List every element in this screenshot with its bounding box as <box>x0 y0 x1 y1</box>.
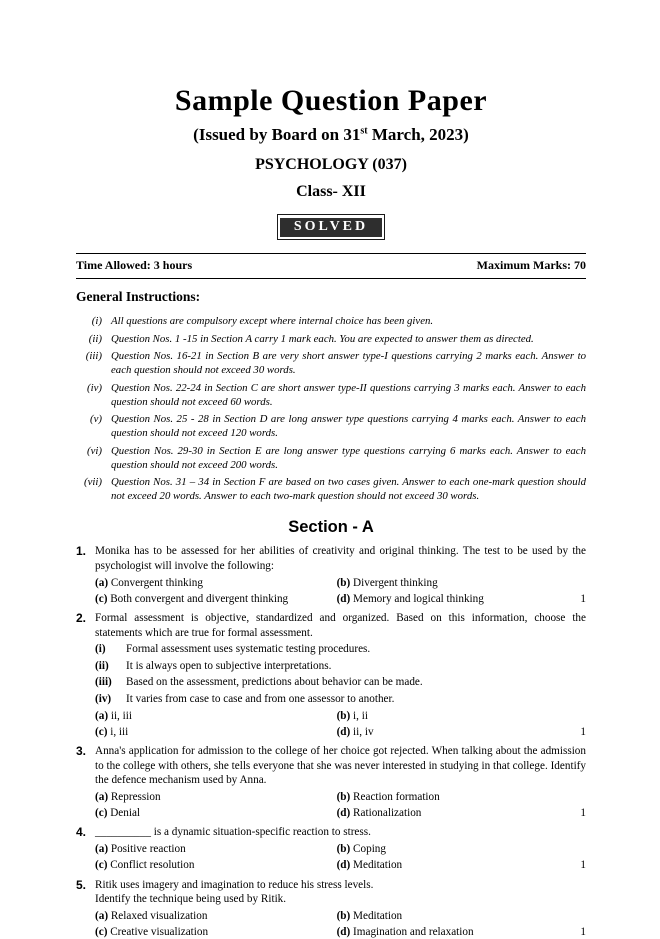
class-line: Class- XII <box>296 183 366 200</box>
instruction-item <box>76 381 586 409</box>
question-text: Formal assessment is objective, standardized and organized. Based on this information, choose the statements which are true for formal assessment. <box>95 612 586 639</box>
option-a: (a) ii, iii <box>95 709 132 722</box>
marks-value: 1 <box>580 725 586 738</box>
options <box>95 790 586 821</box>
instruction-text: Question Nos. 1 -15 in Section A carry 1 mark each. You are expected to answer them as directed. <box>111 332 534 345</box>
option-d: (d) Imagination and relaxation <box>336 925 474 938</box>
instruction-text: Question Nos. 25 - 28 in Section D are long answer type questions carrying 4 marks each. Answer to each question should not exceed 120 words. <box>111 413 586 440</box>
option-b: (b) Meditation <box>336 909 403 922</box>
option-b: (b) Divergent thinking <box>336 576 438 589</box>
instruction-number: (iv) <box>87 381 102 394</box>
option-b: (b) Coping <box>336 843 386 855</box>
statement-iv: (iv) It varies from case to case and from one assessor to another. <box>95 692 395 705</box>
maximum-marks: Maximum Marks: 70 <box>476 258 586 272</box>
time-allowed: Time Allowed: 3 hours <box>76 258 193 272</box>
options <box>95 576 586 607</box>
instruction-item <box>76 475 586 503</box>
question-text-line2: Identify the technique being used by Ritik. <box>95 893 287 906</box>
instruction-number: (iii) <box>85 350 102 363</box>
instruction-item <box>76 314 586 328</box>
option-c: (c) Conflict resolution <box>95 859 195 872</box>
instruction-number: (vii) <box>84 476 102 489</box>
statement-ii: (ii) It is always open to subjective interpretations. <box>95 659 332 672</box>
instruction-item <box>76 349 586 377</box>
option-c: (c) Denial <box>95 806 141 819</box>
instruction-item <box>76 332 586 346</box>
instruction-text: All questions are compulsory except where internal choice has been given. <box>111 315 434 327</box>
option-b: (b) i, ii <box>336 709 368 722</box>
section-a-heading: Section - A <box>288 518 374 537</box>
subject-line: PSYCHOLOGY (037) <box>255 156 407 173</box>
instruction-text: Question Nos. 29-30 in Section E are long answer type questions carrying 6 marks each. Answer to each question should not exceed 200 words. <box>111 444 586 471</box>
question-text: Ritik uses imagery and imagination to reduce his stress levels. <box>95 878 374 891</box>
question-1 <box>76 544 586 606</box>
option-a: (a) Relaxed visualization <box>95 909 208 922</box>
question-text: __________ is a dynamic situation-specific reaction to stress. <box>95 826 371 839</box>
option-a: (a) Positive reaction <box>95 843 186 855</box>
statement-i: (i) Formal assessment uses systematic testing procedures. <box>95 643 371 656</box>
statement-iii: (iii) Based on the assessment, predictions about behavior can be made. <box>95 676 423 689</box>
general-instructions <box>76 289 586 503</box>
option-a: (a) Convergent thinking <box>95 576 203 589</box>
instruction-number: (ii) <box>88 332 102 345</box>
option-d: (d) Meditation <box>336 859 403 872</box>
instructions-heading: General Instructions: <box>76 289 201 304</box>
question-number: 4. <box>76 825 87 840</box>
option-a: (a) Repression <box>95 790 161 803</box>
instruction-text: Question Nos. 16-21 in Section B are very short answer type-I questions carrying 2 marks each. Answer to each question should not exceed 30 words. <box>111 350 586 377</box>
instruction-number: (v) <box>90 413 102 426</box>
option-c: (c) Creative visualization <box>95 925 209 938</box>
question-text: Monika has to be assessed for her abilities of creativity and original thinking. The test to be used by the psychologist will involve the following: <box>95 545 586 572</box>
question-5 <box>76 878 586 939</box>
marks-value: 1 <box>580 859 586 872</box>
paper-header <box>76 84 586 240</box>
solved-badge <box>277 214 385 240</box>
marks-value: 1 <box>580 806 586 819</box>
question-number: 3. <box>76 744 87 759</box>
instruction-number: (vi) <box>87 444 102 457</box>
instruction-text: Question Nos. 22-24 in Section C are short answer type-II questions carrying 3 marks each. Answer to each question should not exceed 60 words. <box>111 381 586 408</box>
options <box>95 709 586 740</box>
question-4 <box>76 825 586 872</box>
question-number: 2. <box>76 611 87 626</box>
options <box>95 909 586 939</box>
option-d: (d) ii, iv <box>336 725 374 738</box>
question-number: 5. <box>76 877 87 892</box>
instruction-text: Question Nos. 31 – 34 in Section F are based on two cases given. Answer to each one-mark question should not exceed 20 words. Answer to each two-mark question should not exceed 30 words. <box>111 476 586 503</box>
options <box>95 842 586 873</box>
marks-value: 1 <box>580 925 586 938</box>
instruction-number: (i) <box>91 315 102 327</box>
option-d: (d) Memory and logical thinking <box>336 592 484 605</box>
solved-badge-label: SOLVED <box>280 218 382 237</box>
question-2 <box>76 611 586 739</box>
instruction-item <box>76 412 586 440</box>
issued-pre: (Issued by Board on 31 <box>193 125 361 144</box>
question-3 <box>76 744 586 820</box>
issued-post: March, 2023) <box>367 125 469 144</box>
issued-ordinal: st <box>360 125 368 137</box>
solved-badge-wrap <box>76 214 586 240</box>
option-c: (c) i, iii <box>95 725 129 738</box>
instruction-item <box>76 444 586 472</box>
option-c: (c) Both convergent and divergent thinking <box>95 592 289 605</box>
issued-line <box>76 125 586 145</box>
option-d: (d) Rationalization <box>336 806 422 819</box>
option-b: (b) Reaction formation <box>336 790 440 803</box>
marks-value: 1 <box>580 592 586 605</box>
question-number: 1. <box>76 544 87 559</box>
page-title: Sample Question Paper <box>174 84 488 117</box>
meta-row <box>76 253 586 279</box>
question-text: Anna's application for admission to the college of her choice got rejected. When talking about the admission to the college with others, she tells everyone that she was never interested in studying in that college. Identify the defence mechanism used by Anna. <box>95 745 586 787</box>
